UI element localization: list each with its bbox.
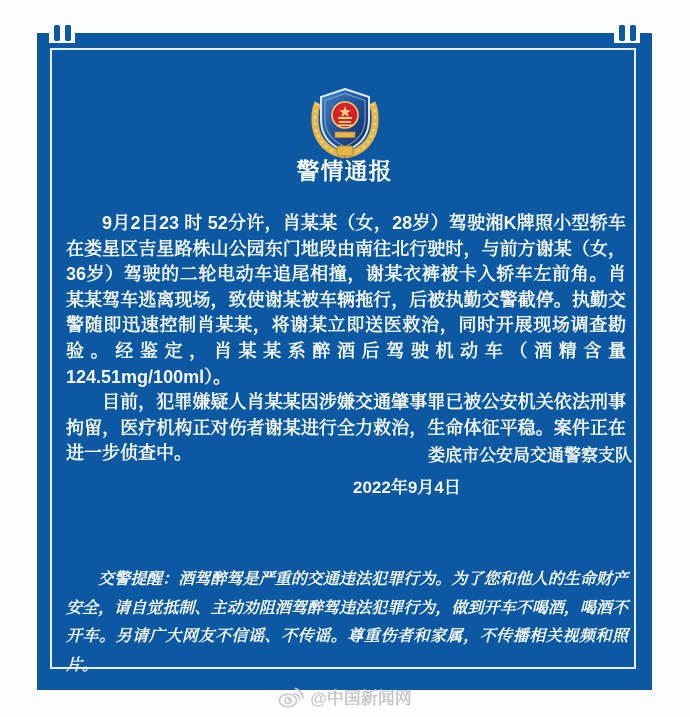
quote-bar [630, 25, 636, 41]
police-notice-poster [37, 33, 652, 690]
corner-quote-right-icon [614, 23, 640, 43]
notice-paragraph-2: 目前，犯罪嫌疑人肖某某因涉嫌交通肇事罪已被公安机关依法刑事拘留，医疗机构正对伤者谢某进行全力救治，生命体征平稳。案件正在进一步侦查中。 [66, 392, 626, 464]
traffic-police-reminder: 交警提醒：酒驾醉驾是严重的交通违法犯罪行为。为了您和他人的生命财产安全，请自觉抵制、主动劝阻酒驾醉驾违法犯罪行为，做到开车不喝酒，喝酒不开车。另请广大网友不信谣、不传谣。尊重伤者和家属，不传播相关视频和照片。 [66, 571, 628, 674]
notice-title: 警情通报 [296, 158, 393, 184]
quote-bar [65, 25, 71, 41]
notice-body [66, 211, 626, 467]
quote-bar [54, 25, 60, 41]
notice-paragraph-1: 9月2日23 时 52分许，肖某某（女，28岁）驾驶湘K牌照小型轿车在娄星区吉星路株山公园东门地段由南往北行驶时，与前方谢某（女，36岁）驾驶的二轮电动车追尾相撞，谢某衣裤被卡入轿车左前角。肖某某驾车逃离现场，致使谢某被车辆拖行，后被执勤交警截停。执勤交警随即迅速控制肖某某，将谢某立即送医救治，同时开展现场调查勘验。经鉴定，肖某某系醉酒后驾驶机动车（酒精含量124.51mg/100ml）。 [66, 213, 626, 387]
quote-bar [619, 25, 625, 41]
issue-date: 2022年9月4日 [353, 478, 461, 497]
weibo-icon [278, 686, 304, 708]
police-badge-icon [306, 86, 384, 163]
issuer-signature: 娄底市公安局交通警察支队 [428, 446, 632, 465]
watermark-handle: @中国新闻网 [310, 689, 412, 708]
watermark [0, 684, 690, 709]
corner-quote-left-icon [49, 23, 75, 43]
